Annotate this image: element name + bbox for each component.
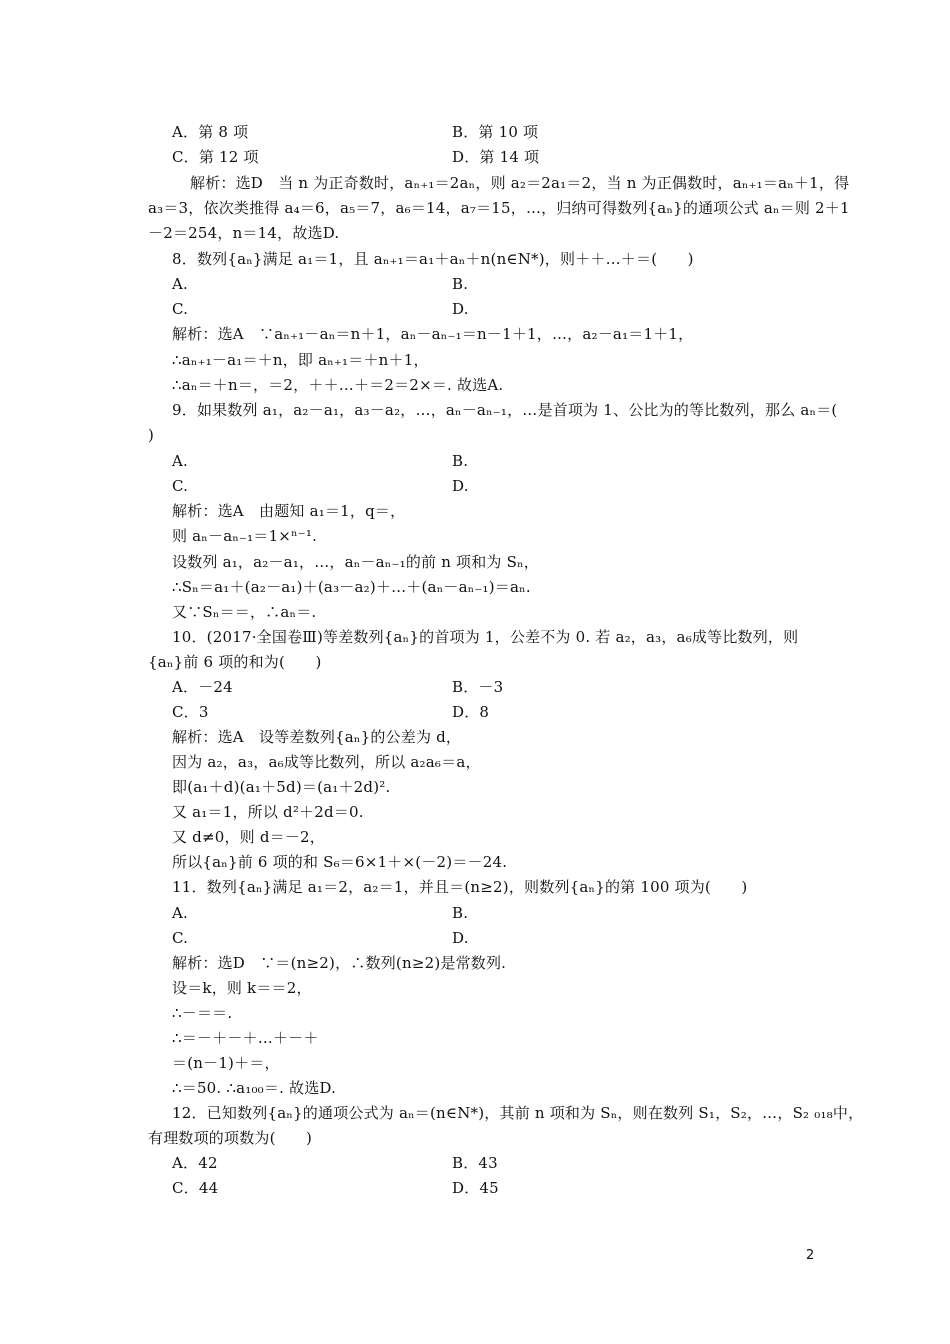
q10-solution-line: 即(a₁＋d)(a₁＋5d)＝(a₁＋2d)². bbox=[172, 778, 391, 796]
q12-option-d: D．45 bbox=[452, 1179, 499, 1197]
q10-stem: 10．(2017·全国卷Ⅲ)等差数列{aₙ}的首项为 1，公差不为 0. 若 a₂，a₃，a₆成等比数列，则 bbox=[172, 628, 799, 646]
q7-option-c: C．第 12 项 bbox=[172, 148, 259, 166]
q7-solution-line: －2＝254，n＝14，故选D. bbox=[148, 224, 340, 242]
q9-solution-line: 解析：选A 由题知 a₁＝1，q＝， bbox=[172, 502, 406, 520]
q11-solution-line: 设＝k，则 k＝＝2， bbox=[172, 979, 312, 997]
q9-option-d: D. bbox=[452, 477, 469, 495]
q8-option-c: C. bbox=[172, 300, 189, 318]
q8-option-d: D. bbox=[452, 300, 469, 318]
q9-stem: 9．如果数列 a₁，a₂－a₁，a₃－a₂，…，aₙ－aₙ₋₁，…是首项为 1、公比为的等比数列，那么 aₙ＝( bbox=[172, 401, 838, 419]
q7-option-b: B．第 10 项 bbox=[452, 123, 539, 141]
q10-option-b: B．－3 bbox=[452, 678, 504, 696]
q9-stem-continued: ) bbox=[148, 426, 155, 444]
q8-solution-line: ∴aₙ＝＋n＝，＝2，＋＋…＋＝2＝2×＝. 故选A. bbox=[172, 376, 504, 394]
q9-option-a: A. bbox=[172, 452, 189, 470]
q9-option-c: C. bbox=[172, 477, 189, 495]
q12-option-b: B．43 bbox=[452, 1154, 498, 1172]
q7-solution-line: a₃＝3，依次类推得 a₄＝6，a₅＝7，a₆＝14，a₇＝15，…，归纳可得数列{aₙ}的通项公式 aₙ＝则 2＋1 bbox=[148, 199, 850, 217]
q11-option-a: A. bbox=[172, 904, 189, 922]
q9-solution-line: 又∵Sₙ＝＝，∴aₙ＝. bbox=[172, 603, 317, 621]
q7-option-a: A．第 8 项 bbox=[172, 123, 249, 141]
q9-solution-line: ∴Sₙ＝a₁＋(a₂－a₁)＋(a₃－a₂)＋…＋(aₙ－aₙ₋₁)＝aₙ. bbox=[172, 578, 531, 596]
q10-solution-line: 又 d≠0，则 d＝－2， bbox=[172, 828, 325, 846]
q8-solution-line: ∴aₙ₊₁－a₁＝＋n，即 aₙ₊₁＝＋n＋1， bbox=[172, 351, 429, 369]
q8-stem: 8．数列{aₙ}满足 a₁＝1，且 aₙ₊₁＝a₁＋aₙ＋n(n∈N*)，则＋＋…＋＝( ) bbox=[172, 250, 694, 268]
q12-option-a: A．42 bbox=[172, 1154, 218, 1172]
q9-option-b: B. bbox=[452, 452, 469, 470]
q8-solution-line: 解析：选A ∵aₙ₊₁－aₙ＝n＋1，aₙ－aₙ₋₁＝n－1＋1，…，a₂－a₁＝1＋1， bbox=[172, 325, 694, 343]
q10-option-d: D．8 bbox=[452, 703, 490, 721]
q12-stem-continued: 有理数项的项数为( ) bbox=[148, 1129, 313, 1147]
q11-option-b: B. bbox=[452, 904, 469, 922]
q11-option-c: C. bbox=[172, 929, 189, 947]
q11-stem: 11．数列{aₙ}满足 a₁＝2，a₂＝1，并且＝(n≥2)，则数列{aₙ}的第 100 项为( ) bbox=[172, 878, 748, 896]
q10-stem-continued: {aₙ}前 6 项的和为( ) bbox=[148, 653, 322, 671]
q7-option-d: D．第 14 项 bbox=[452, 148, 540, 166]
q9-solution-line: 则 aₙ－aₙ₋₁＝1×ⁿ⁻¹. bbox=[172, 527, 318, 545]
q9-solution-line: 设数列 a₁，a₂－a₁，…，aₙ－aₙ₋₁的前 n 项和为 Sₙ， bbox=[172, 553, 539, 571]
page-number: 2 bbox=[806, 1248, 815, 1263]
q7-solution-line: 解析：选D 当 n 为正奇数时，aₙ₊₁＝2aₙ，则 a₂＝2a₁＝2，当 n 为正偶数时，aₙ₊₁＝aₙ＋1，得 bbox=[190, 174, 850, 192]
q11-solution-line: 解析：选D ∵＝(n≥2)，∴数列(n≥2)是常数列. bbox=[172, 954, 507, 972]
q12-option-c: C．44 bbox=[172, 1179, 219, 1197]
q10-solution-line: 因为 a₂，a₃，a₆成等比数列，所以 a₂a₆＝a， bbox=[172, 753, 481, 771]
q8-option-b: B. bbox=[452, 275, 469, 293]
q12-stem: 12．已知数列{aₙ}的通项公式为 aₙ＝(n∈N*)，其前 n 项和为 Sₙ，则在数列 S₁，S₂，…，S₂ ₀₁₈中， bbox=[172, 1104, 864, 1122]
q11-solution-line: ∴＝50. ∴a₁₀₀＝. 故选D. bbox=[172, 1079, 337, 1097]
q11-option-d: D. bbox=[452, 929, 469, 947]
q10-solution-line: 又 a₁＝1，所以 d²＋2d＝0. bbox=[172, 803, 364, 821]
q10-solution-line: 所以{aₙ}前 6 项的和 S₆＝6×1＋×(－2)＝－24. bbox=[172, 853, 508, 871]
q10-option-c: C．3 bbox=[172, 703, 209, 721]
q11-solution-line: ＝(n－1)＋＝， bbox=[172, 1054, 280, 1072]
q8-option-a: A. bbox=[172, 275, 189, 293]
q11-solution-line: ∴＝－＋－＋…＋－＋ bbox=[172, 1029, 319, 1047]
q10-option-a: A．－24 bbox=[172, 678, 233, 696]
q11-solution-line: ∴－＝＝. bbox=[172, 1004, 233, 1022]
q10-solution-line: 解析：选A 设等差数列{aₙ}的公差为 d， bbox=[172, 728, 462, 746]
